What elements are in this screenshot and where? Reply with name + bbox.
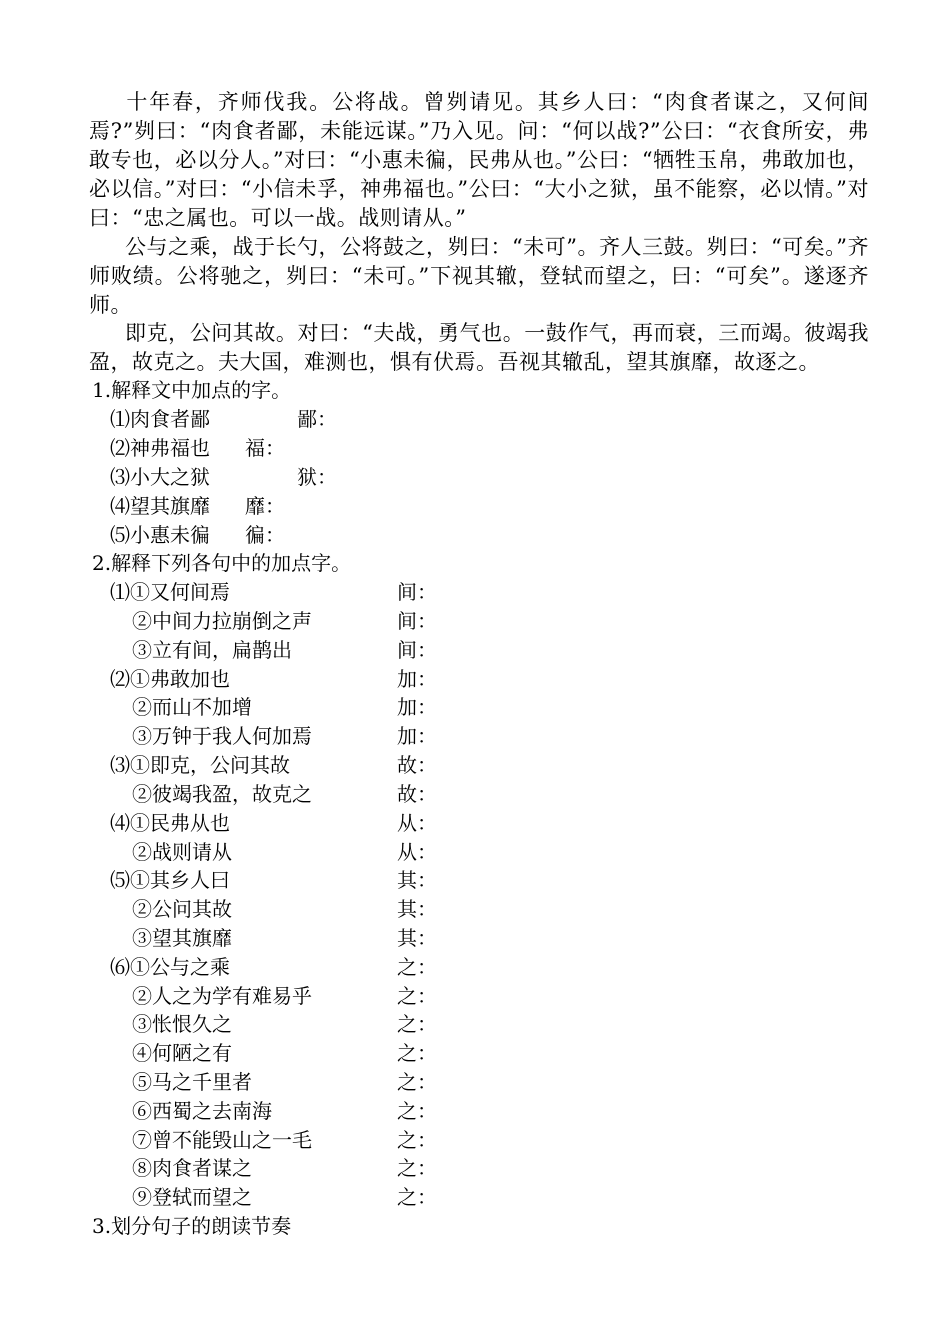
q2-item-label: 间： [397, 638, 437, 662]
q2-item-phrase: ⑦曾不能毁山之一毛 [132, 1128, 312, 1152]
q2-item-label: 从： [397, 811, 437, 835]
q2-item-phrase: ⑥西蜀之去南海 [132, 1099, 272, 1123]
question-3-title: 3.划分句子的朗读节奏 [92, 1214, 292, 1238]
q2-item-phrase: ④何陋之有 [132, 1041, 232, 1065]
q2-item-phrase: ②彼竭我盈，故克之 [132, 782, 312, 806]
q2-item-phrase: ②而山不加增 [132, 695, 252, 719]
q2-item-phrase: ⑨登轼而望之 [132, 1185, 252, 1209]
q2-item-label: 之： [397, 1012, 437, 1036]
q2-item-phrase: ⑧肉食者谋之 [132, 1156, 252, 1180]
q2-item-label: 之： [397, 984, 437, 1008]
q2-item-label: 之： [397, 1128, 437, 1152]
q2-item-label: 之： [397, 1099, 437, 1123]
q2-item-label: 从： [397, 840, 437, 864]
q2-item-phrase: ⑵①弗敢加也 [110, 667, 230, 691]
passage-paragraph-2 [89, 233, 869, 320]
q2-item-label: 故： [397, 753, 437, 777]
q2-item-label: 加： [397, 695, 437, 719]
q2-item-label: 其： [397, 897, 437, 921]
q1-item-label: 鄙： [297, 407, 337, 431]
q2-item-phrase: ②战则请从 [132, 840, 232, 864]
question-2-title: 2.解释下列各句中的加点字。 [92, 551, 352, 575]
question-1-title: 1.解释文中加点的字。 [92, 378, 292, 402]
q2-item-label: 间： [397, 609, 437, 633]
q2-item-phrase: ⑹①公与之乘 [110, 955, 230, 979]
q2-item-label: 之： [397, 955, 437, 979]
q2-item-phrase: ⑷①民弗从也 [110, 811, 230, 835]
q1-item-label: 福： [245, 436, 285, 460]
q2-item-phrase: ③立有间，扁鹊出 [132, 638, 292, 662]
q2-item-phrase: ⑤马之千里者 [132, 1070, 252, 1094]
q1-item-phrase: ⑵神弗福也 [110, 436, 210, 460]
q2-item-phrase: ⑶①即克，公问其故 [110, 753, 290, 777]
q2-item-label: 其： [397, 926, 437, 950]
q1-item-phrase: ⑶小大之狱 [110, 465, 210, 489]
q2-item-phrase: ②公问其故 [132, 897, 232, 921]
q2-item-phrase: ⑸①其乡人曰 [110, 868, 230, 892]
q2-item-phrase: ⑴①又何间焉 [110, 580, 230, 604]
passage-paragraph-3 [89, 319, 869, 377]
q2-item-phrase: ③万钟于我人何加焉 [132, 724, 312, 748]
q2-item-phrase: ②中间力拉崩倒之声 [132, 609, 312, 633]
q2-item-phrase: ②人之为学有难易乎 [132, 984, 312, 1008]
q1-item-label: 靡： [245, 494, 285, 518]
passage-text-2: 公与之乘，战于长勺，公将鼓之，刿曰：“未可”。齐人三鼓。刿曰：“可矣。”齐师败绩。公将驰之，刿曰：“未可。”下视其辙，登轼而望之，曰：“可矣”。遂逐齐师。 [89, 235, 869, 317]
passage-text-3: 即克，公问其故。对曰：“夫战，勇气也。一鼓作气，再而衰，三而竭。彼竭我盈，故克之。夫大国，难测也，惧有伏焉。吾视其辙乱，望其旗靡，故逐之。 [89, 321, 869, 374]
q2-item-phrase: ③怅恨久之 [132, 1012, 232, 1036]
q2-item-label: 加： [397, 667, 437, 691]
passage-paragraph-1 [89, 88, 869, 233]
q2-item-label: 之： [397, 1156, 437, 1180]
q1-item-phrase: ⑷望其旗靡 [110, 494, 210, 518]
q2-item-label: 加： [397, 724, 437, 748]
q2-item-label: 其： [397, 868, 437, 892]
q1-item-phrase: ⑴肉食者鄙 [110, 407, 210, 431]
q2-item-label: 之： [397, 1041, 437, 1065]
q1-item-label: 狱： [297, 465, 337, 489]
q2-item-phrase: ③望其旗靡 [132, 926, 232, 950]
q1-item-phrase: ⑸小惠未徧 [110, 523, 210, 547]
q2-item-label: 之： [397, 1070, 437, 1094]
passage-text-1: 十年春，齐师伐我。公将战。曾刿请见。其乡人曰：“肉食者谋之，又何间焉?”刿曰：“肉食者鄙，未能远谋。”乃入见。问：“何以战?”公曰：“衣食所安，弗敢专也，必以分人。”对曰：“小惠未徧，民弗从也。”公曰：“牺牲玉帛，弗敢加也，必以信。”对曰：“小信未孚，神弗福也。”公曰：“大小之狱，虽不能察，必以情。”对曰：“忠之属也。可以一战。战则请从。” [89, 90, 869, 230]
q2-item-label: 之： [397, 1185, 437, 1209]
q2-item-label: 故： [397, 782, 437, 806]
q1-item-label: 徧： [245, 523, 285, 547]
q2-item-label: 间： [397, 580, 437, 604]
